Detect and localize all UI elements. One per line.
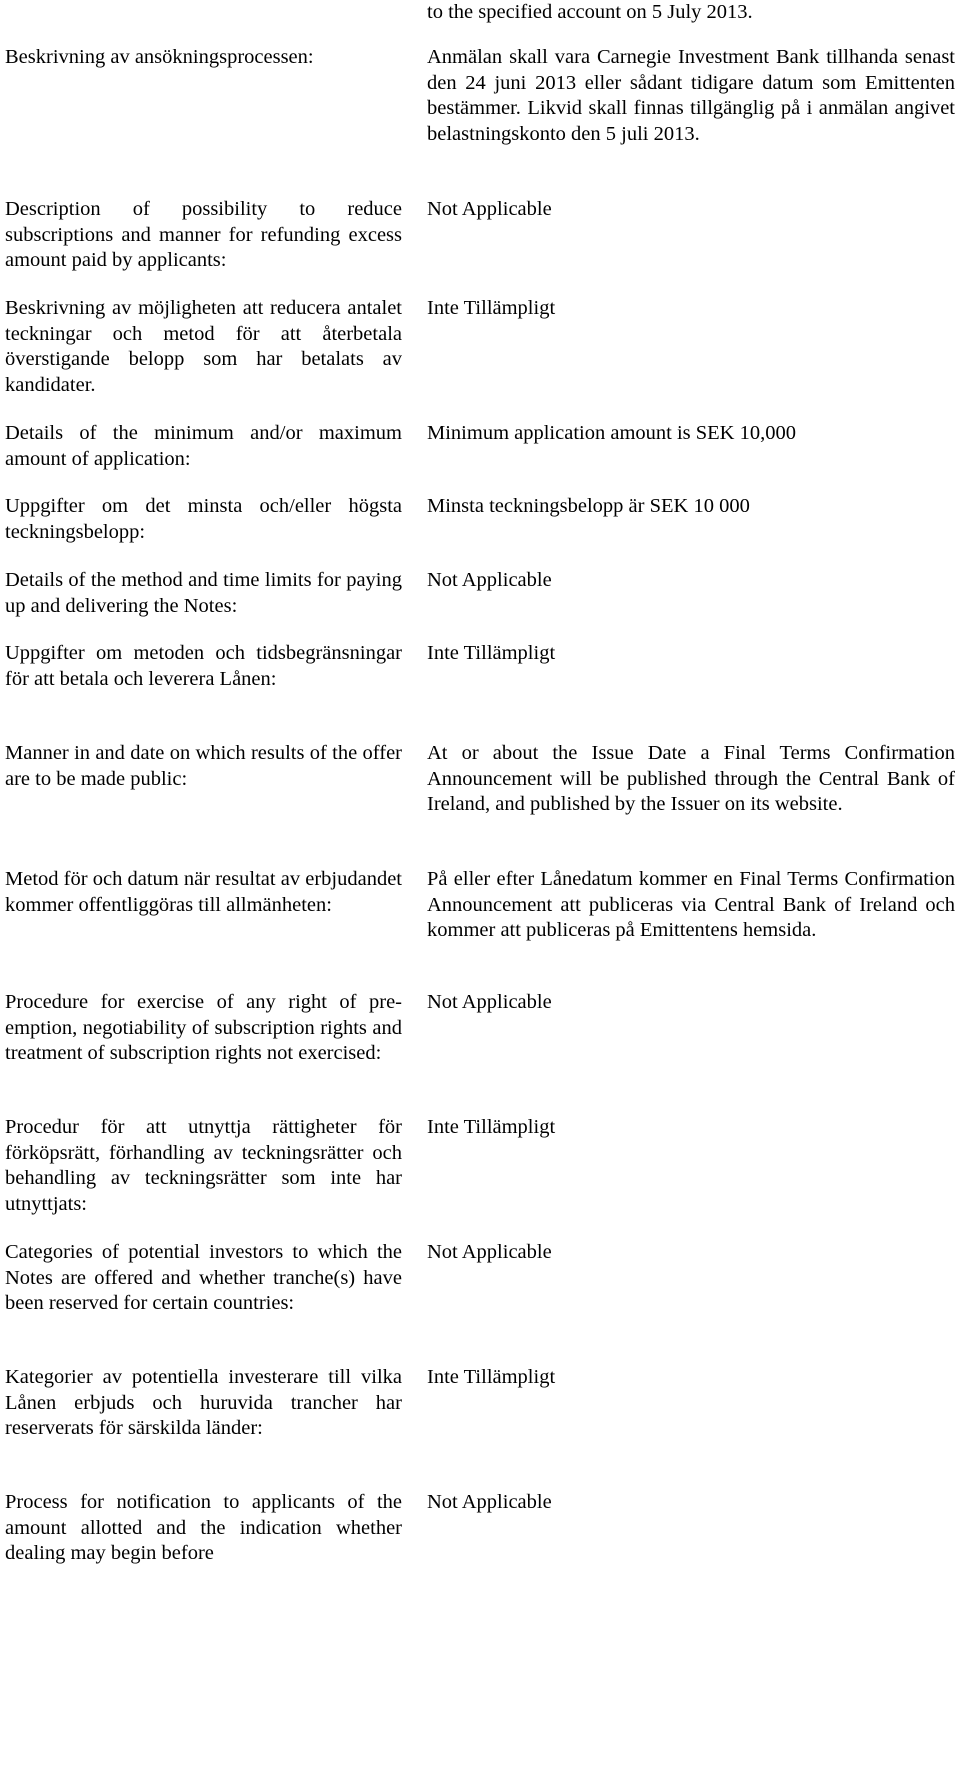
row-6-right: Not Applicable	[427, 569, 552, 591]
row-2-left: Description of possibility to reduce subscriptions and manner for refunding excess amount paid by applicants:	[5, 198, 402, 271]
row-3-right: Inte Tillämpligt	[427, 297, 556, 319]
row-3-left: Beskrivning av möjligheten att reducera antalet teckningar och metod för att återbetala överstigande belopp som har betalats av kandidater.	[5, 297, 402, 396]
row-14-right: Not Applicable	[427, 1491, 552, 1513]
row-11-left: Procedur för att utnyttja rättigheter för förköpsrätt, förhandling av teckningsrätter och behandling av teckningsrätter som inte har utnyttjats:	[5, 1116, 402, 1215]
row-9-left: Metod för och datum när resultat av erbjudandet kommer offentliggöras till allmänheten:	[5, 868, 402, 916]
row-7-left: Uppgifter om metoden och tidsbegränsningar för att betala och leverera Lånen:	[5, 642, 402, 690]
row-8-left: Manner in and date on which results of the offer are to be made public:	[5, 742, 402, 790]
row-12-right: Not Applicable	[427, 1241, 552, 1263]
row-13-right: Inte Tillämpligt	[427, 1366, 556, 1388]
row-4-right: Minimum application amount is SEK 10,000	[427, 422, 796, 444]
row-10-right: Not Applicable	[427, 991, 552, 1013]
row-5-left: Uppgifter om det minsta och/eller högsta teckningsbelopp:	[5, 495, 402, 543]
row-6-left: Details of the method and time limits for paying up and delivering the Notes:	[5, 569, 402, 617]
row-2-right: Not Applicable	[427, 198, 552, 220]
row-10-left: Procedure for exercise of any right of pre-emption, negotiability of subscription rights and treatment of subscription rights not exercised:	[5, 991, 402, 1064]
row-13-left: Kategorier av potentiella investerare till vilka Lånen erbjuds och huruvida trancher har reserverats för särskilda länder:	[5, 1366, 402, 1439]
row-14-left: Process for notification to applicants of the amount allotted and the indication whether dealing may begin before	[5, 1491, 402, 1564]
row-9-right: På eller efter Lånedatum kommer en Final Terms Confirmation Announcement att publiceras via Central Bank of Ireland och kommer att publiceras på Emittentens hemsida.	[427, 868, 955, 941]
row-0-right: to the specified account on 5 July 2013.	[427, 1, 753, 23]
row-1-right: Anmälan skall vara Carnegie Investment Bank tillhanda senast den 24 juni 2013 eller sådant tidigare datum som Emittenten bestämmer. Likvid skall finnas tillgänglig på i anmälan angivet belastningskonto den 5 juli 2013.	[427, 46, 955, 145]
row-7-right: Inte Tillämpligt	[427, 642, 556, 664]
row-8-right: At or about the Issue Date a Final Terms Confirmation Announcement will be published through the Central Bank of Ireland, and published by the Issuer on its website.	[427, 742, 955, 815]
row-11-right: Inte Tillämpligt	[427, 1116, 556, 1138]
row-12-left: Categories of potential investors to which the Notes are offered and whether tranche(s) have been reserved for certain countries:	[5, 1241, 402, 1314]
row-1-left: Beskrivning av ansökningsprocessen:	[5, 46, 314, 68]
row-5-right: Minsta teckningsbelopp är SEK 10 000	[427, 495, 750, 517]
row-4-left: Details of the minimum and/or maximum amount of application:	[5, 422, 402, 470]
